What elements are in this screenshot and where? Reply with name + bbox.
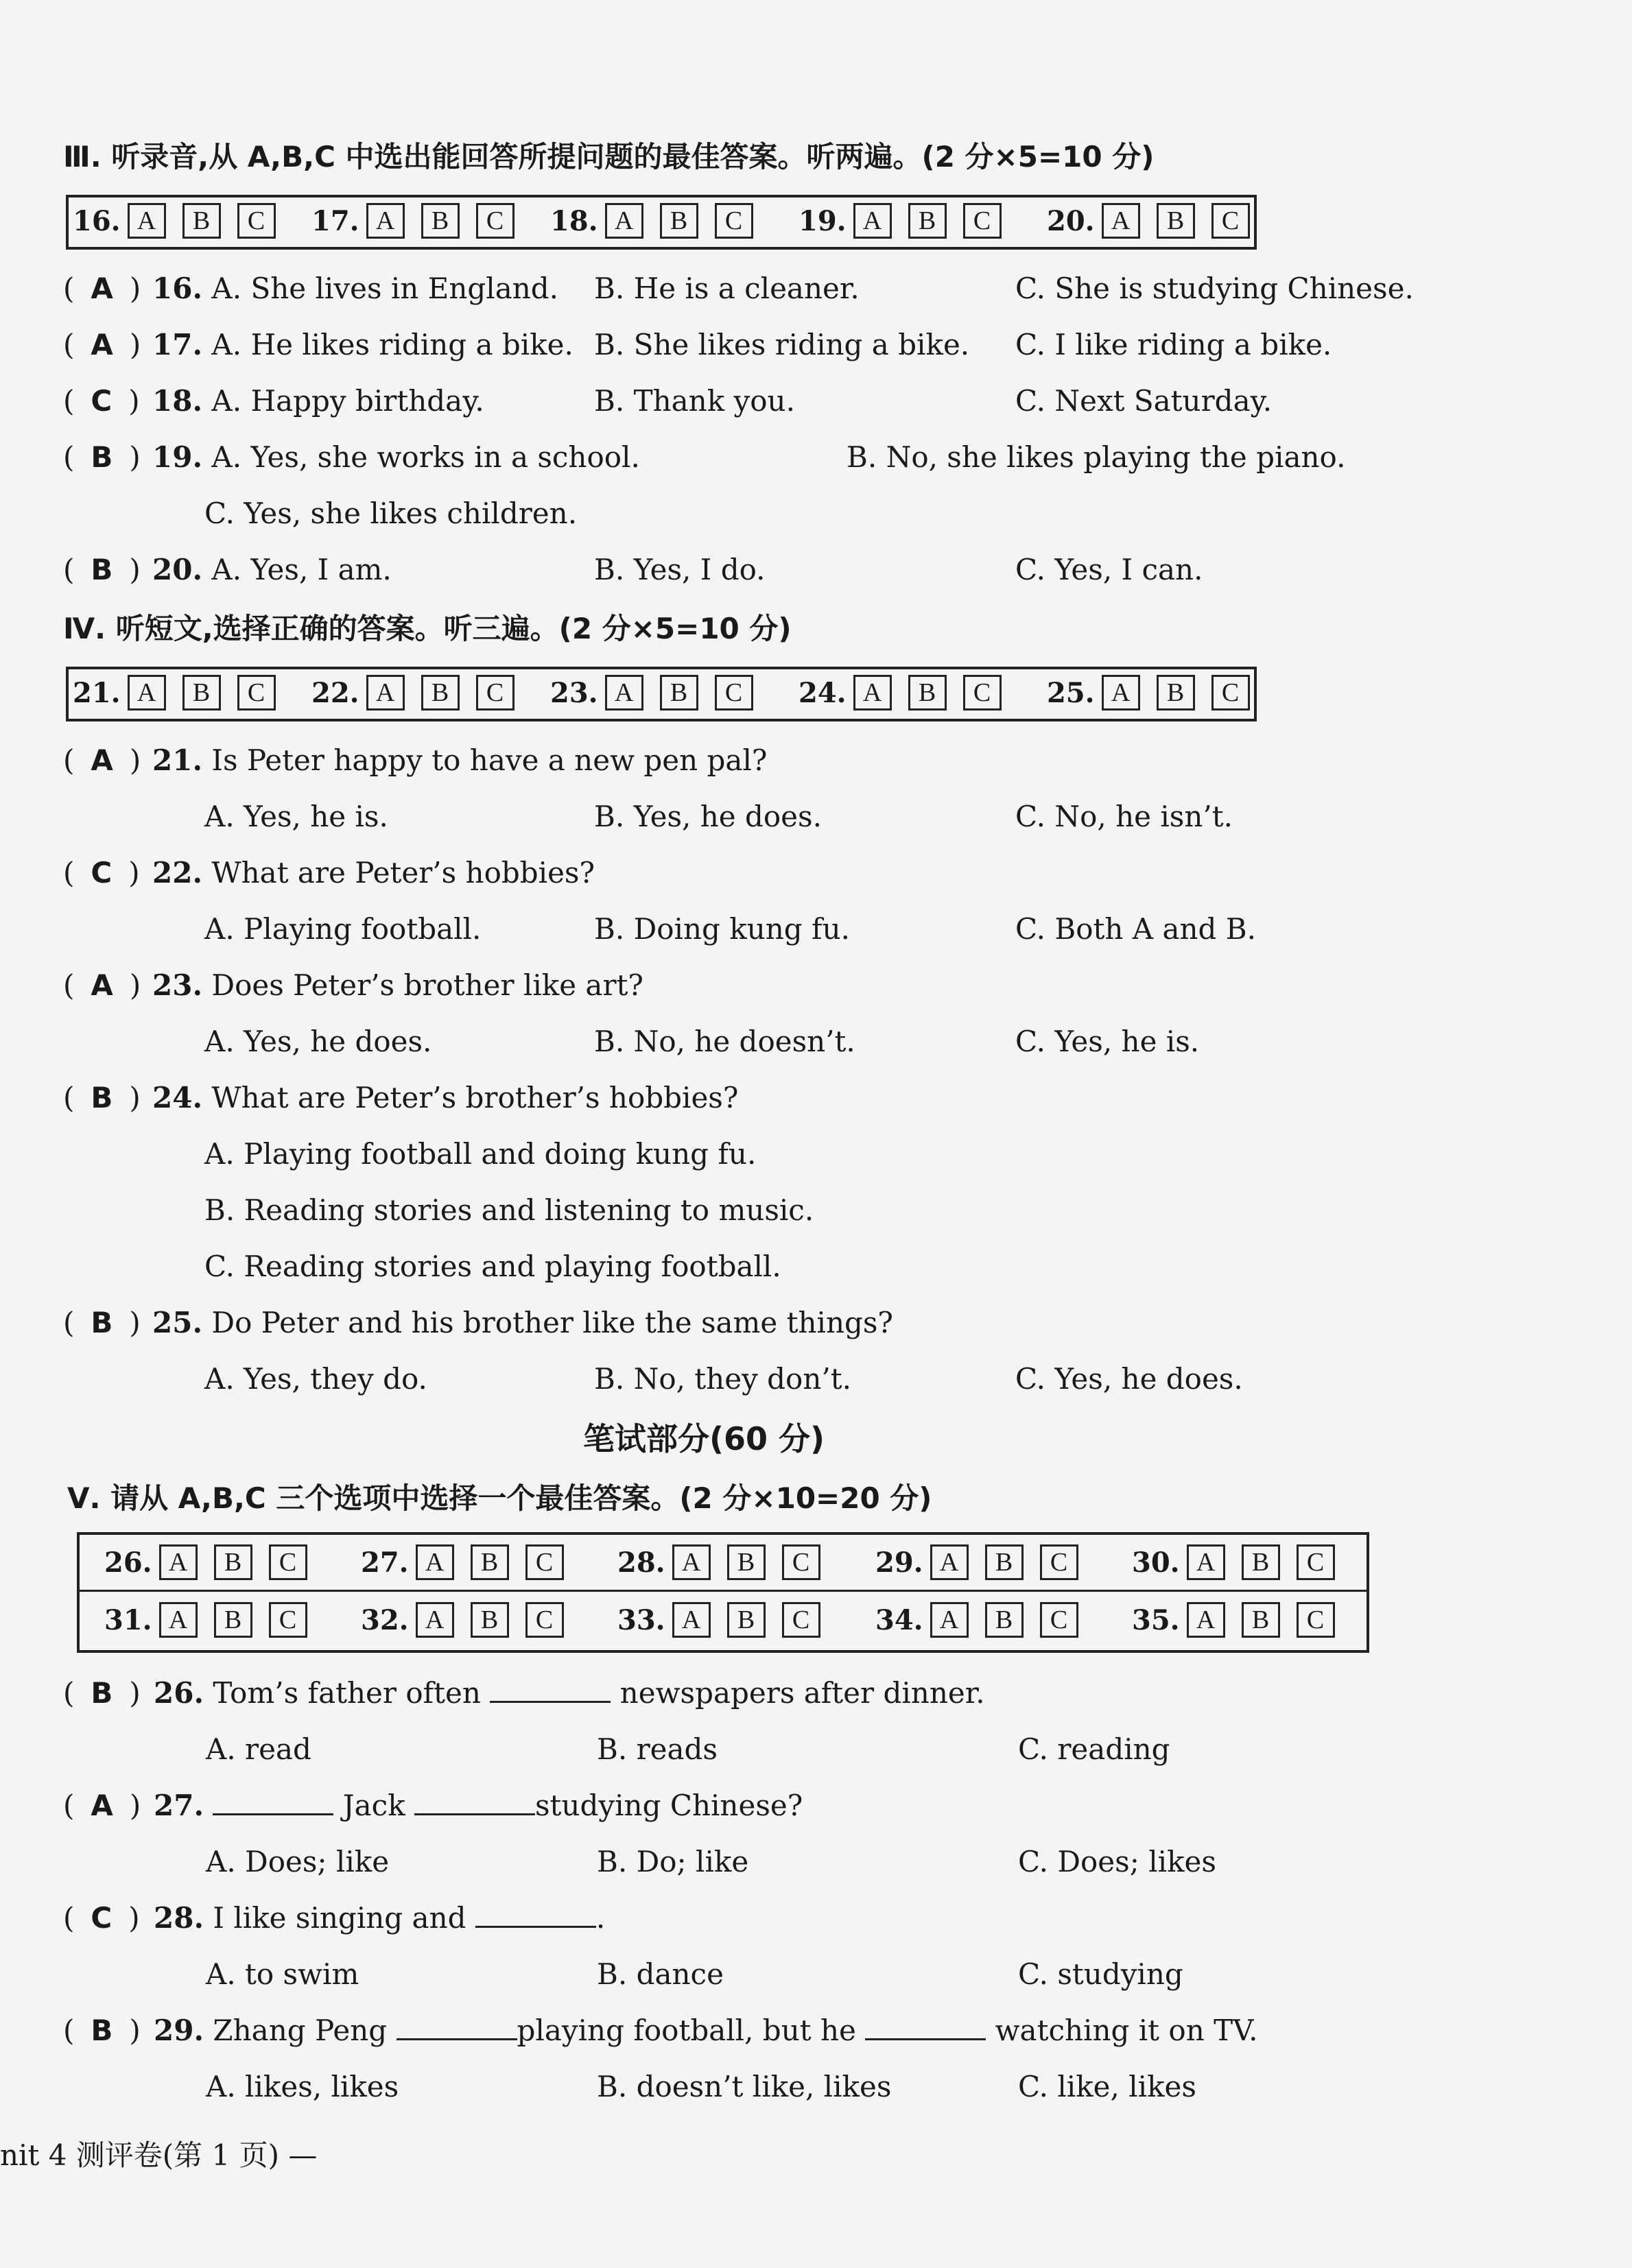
question-option-b: B. Doing kung fu. (594, 912, 850, 946)
filled-answer: A (91, 968, 113, 1002)
question-option-b: B. He is a cleaner. (594, 272, 860, 305)
option-box-a[interactable]: A (416, 1544, 454, 1580)
question-option-a: A. Playing football and doing kung fu. (204, 1137, 757, 1171)
sheet-item-number: 21. (73, 676, 121, 709)
question-option-c: C. like, likes (1018, 2070, 1196, 2103)
option-box-a[interactable]: A (159, 1602, 198, 1638)
option-box-b[interactable]: B (908, 203, 947, 239)
question-text: A. She lives in England. (202, 272, 559, 305)
sheet-item-number: 35. (1132, 1603, 1180, 1636)
question-text: newspapers after dinner. (611, 1676, 985, 1710)
answer-parenthesis (63, 440, 141, 474)
question-option-b: B. No, he doesn’t. (594, 1025, 855, 1058)
option-box-b[interactable]: B (985, 1544, 1024, 1580)
option-box-a[interactable]: A (672, 1544, 711, 1580)
open-paren: ( (63, 328, 75, 361)
close-paren: ) (129, 1676, 141, 1710)
fill-in-blank[interactable] (414, 1790, 535, 1815)
sheet-item (361, 1602, 580, 1638)
sheet-divider (80, 1590, 1367, 1592)
option-box-c[interactable]: C (715, 675, 753, 711)
sheet-item-number: 23. (550, 676, 598, 709)
answer-parenthesis (63, 272, 141, 305)
close-paren: ) (128, 1901, 140, 1935)
answer-parenthesis (63, 1676, 141, 1710)
question-number: 20. (152, 553, 203, 586)
sheet-item (104, 1544, 324, 1580)
question-option-a: A. Playing football. (204, 912, 482, 946)
option-box-c[interactable]: C (237, 203, 276, 239)
sheet-item (799, 203, 1018, 239)
question-option-a: A. read (206, 1732, 311, 1766)
question-number: 17. (152, 328, 203, 361)
filled-answer: A (91, 1789, 113, 1822)
sheet-item (361, 1544, 580, 1580)
question-stem (152, 968, 643, 1002)
section5-heading: Ⅴ. 请从 A,B,C 三个选项中选择一个最佳答案。(2 分×10=20 分) (67, 1481, 932, 1515)
sheet-item-number: 31. (104, 1603, 152, 1636)
sheet-item-number: 29. (875, 1546, 923, 1579)
filled-answer: A (91, 743, 113, 777)
question-stem (152, 856, 595, 890)
option-box-a[interactable]: A (853, 675, 892, 711)
sheet-item (550, 203, 770, 239)
question-option-a: A. likes, likes (206, 2070, 399, 2103)
sheet-item-number: 24. (799, 676, 847, 709)
question-stem (152, 1081, 738, 1114)
open-paren: ( (63, 1306, 75, 1339)
question-number: 24. (152, 1081, 203, 1114)
open-paren: ( (63, 1676, 75, 1710)
question-number: 16. (152, 272, 203, 305)
question-number: 28. (154, 1901, 204, 1935)
open-paren: ( (63, 384, 75, 418)
answer-parenthesis (63, 1081, 141, 1114)
sheet-item-number: 19. (799, 204, 847, 237)
question-option-c: C. Yes, I can. (1015, 553, 1203, 586)
sheet-item (1132, 1602, 1351, 1638)
open-paren: ( (63, 1789, 75, 1822)
open-paren: ( (63, 1081, 75, 1114)
question-option-b: B. Yes, he does. (594, 800, 822, 833)
question-stem (154, 1901, 605, 1935)
sheet-item (1047, 675, 1266, 711)
filled-answer: A (91, 328, 113, 361)
close-paren: ) (129, 2014, 141, 2047)
question-number: 22. (152, 856, 203, 890)
close-paren: ) (129, 1306, 141, 1339)
filled-answer: B (91, 1081, 113, 1114)
option-box-a[interactable]: A (1187, 1602, 1225, 1638)
answer-sheet-section3 (66, 195, 1257, 250)
open-paren: ( (63, 440, 75, 474)
option-box-a[interactable]: A (930, 1544, 969, 1580)
question-option-c: C. Yes, he does. (1015, 1362, 1243, 1396)
filled-answer: C (91, 856, 113, 890)
question-text: watching it on TV. (986, 2014, 1258, 2047)
close-paren: ) (128, 384, 140, 418)
fill-in-blank[interactable] (490, 1678, 611, 1703)
sheet-item-number: 28. (617, 1546, 665, 1579)
question-text: What are Peter’s brother’s hobbies? (202, 1081, 739, 1114)
option-box-a[interactable]: A (416, 1602, 454, 1638)
option-box-a[interactable]: A (128, 675, 166, 711)
option-box-b[interactable]: B (471, 1544, 509, 1580)
sheet-item (104, 1602, 324, 1638)
section4-heading: Ⅳ. 听短文,选择正确的答案。听三遍。(2 分×5=10 分) (63, 612, 792, 645)
option-box-b[interactable]: B (421, 203, 460, 239)
sheet-item-number: 27. (361, 1546, 409, 1579)
question-option-b: B. reads (597, 1732, 718, 1766)
option-box-c[interactable]: C (1211, 675, 1250, 711)
question-option-b: B. Yes, I do. (594, 553, 766, 586)
question-number: 23. (152, 968, 203, 1002)
section3-heading: Ⅲ. 听录音,从 A,B,C 中选出能回答所提问题的最佳答案。听两遍。(2 分×5=10 分) (63, 140, 1155, 174)
question-number: 25. (152, 1306, 203, 1339)
sheet-item (617, 1602, 837, 1638)
question-number: 19. (152, 440, 203, 474)
question-text: playing football, but he (517, 2014, 866, 2047)
option-box-b[interactable]: B (182, 675, 221, 711)
sheet-item-number: 34. (875, 1603, 923, 1636)
open-paren: ( (63, 553, 75, 586)
sheet-item (311, 203, 531, 239)
sheet-item-number: 26. (104, 1546, 152, 1579)
close-paren: ) (129, 743, 141, 777)
question-option-c: C. Both A and B. (1015, 912, 1256, 946)
question-option-c: C. reading (1018, 1732, 1170, 1766)
option-box-a[interactable]: A (1187, 1544, 1225, 1580)
question-option-a: A. Yes, he does. (204, 1025, 432, 1058)
sheet-item (73, 675, 292, 711)
option-box-b[interactable]: B (727, 1544, 766, 1580)
option-box-c[interactable]: C (963, 675, 1002, 711)
question-text: Is Peter happy to have a new pen pal? (202, 743, 768, 777)
sheet-item-number: 18. (550, 204, 598, 237)
question-option-a: A. Does; like (206, 1845, 390, 1878)
close-paren: ) (129, 328, 141, 361)
option-box-a[interactable]: A (159, 1544, 198, 1580)
question-stem (152, 1306, 893, 1339)
option-box-c[interactable]: C (525, 1602, 564, 1638)
question-text: A. Yes, she works in a school. (202, 440, 640, 474)
question-option-c: C. Reading stories and playing football. (204, 1250, 781, 1283)
question-text: A. Happy birthday. (202, 384, 484, 418)
sheet-item (875, 1544, 1095, 1580)
question-text: Jack (333, 1789, 414, 1822)
open-paren: ( (63, 856, 75, 890)
question-number: 27. (154, 1789, 204, 1822)
question-option-b: B. dance (597, 1957, 724, 1991)
option-box-a[interactable]: A (853, 203, 892, 239)
page-footer: nit 4 测评卷(第 1 页) — (0, 2138, 318, 2172)
answer-parenthesis (63, 384, 140, 418)
answer-parenthesis (63, 743, 141, 777)
question-option-a (152, 272, 558, 305)
option-box-c[interactable]: C (269, 1602, 307, 1638)
question-text: studying Chinese? (535, 1789, 803, 1822)
answer-parenthesis (63, 1306, 141, 1339)
answer-sheet-section5 (77, 1532, 1369, 1653)
question-option-a: A. Yes, he is. (204, 800, 388, 833)
question-option-a: A. to swim (206, 1957, 359, 1991)
question-stem (154, 1789, 803, 1822)
option-box-b[interactable]: B (1242, 1544, 1280, 1580)
sheet-item (875, 1602, 1095, 1638)
question-option-a (152, 384, 484, 418)
option-box-c[interactable]: C (525, 1544, 564, 1580)
question-text: Tom’s father often (204, 1676, 490, 1710)
answer-parenthesis (63, 328, 141, 361)
option-box-b[interactable]: B (471, 1602, 509, 1638)
open-paren: ( (63, 968, 75, 1002)
close-paren: ) (129, 440, 141, 474)
question-option-c: C. Next Saturday. (1015, 384, 1273, 418)
written-section-title: 笔试部分(60 分) (583, 1420, 825, 1457)
sheet-item (1047, 203, 1266, 239)
filled-answer: C (91, 1901, 113, 1935)
sheet-item-number: 32. (361, 1603, 409, 1636)
question-option-c: C. Does; likes (1018, 1845, 1216, 1878)
close-paren: ) (129, 1081, 141, 1114)
option-box-b[interactable]: B (214, 1544, 252, 1580)
question-option-c: C. She is studying Chinese. (1015, 272, 1414, 305)
question-option-b: B. doesn’t like, likes (597, 2070, 892, 2103)
sheet-item-number: 17. (311, 204, 359, 237)
option-box-c[interactable]: C (476, 203, 515, 239)
option-box-c[interactable]: C (1297, 1544, 1335, 1580)
close-paren: ) (129, 1789, 141, 1822)
sheet-item-number: 22. (311, 676, 359, 709)
fill-in-blank[interactable] (213, 1790, 333, 1815)
open-paren: ( (63, 272, 75, 305)
close-paren: ) (129, 272, 141, 305)
answer-sheet-section4 (66, 667, 1257, 721)
filled-answer: B (91, 553, 113, 586)
option-box-b[interactable]: B (985, 1602, 1024, 1638)
close-paren: ) (129, 968, 141, 1002)
option-box-a[interactable]: A (605, 675, 643, 711)
option-box-c[interactable]: C (1297, 1602, 1335, 1638)
question-number: 18. (152, 384, 203, 418)
filled-answer: B (91, 2014, 113, 2047)
sheet-item-number: 33. (617, 1603, 665, 1636)
option-box-c[interactable]: C (1040, 1602, 1078, 1638)
option-box-a[interactable]: A (930, 1602, 969, 1638)
option-box-c[interactable]: C (237, 675, 276, 711)
question-option-c: C. Yes, she likes children. (204, 497, 578, 530)
question-option-c: C. studying (1018, 1957, 1183, 1991)
option-box-c[interactable]: C (476, 675, 515, 711)
question-text: . (595, 1901, 606, 1935)
question-text: What are Peter’s hobbies? (202, 856, 595, 890)
question-option-b: B. Do; like (597, 1845, 749, 1878)
fill-in-blank[interactable] (397, 2015, 517, 2040)
sheet-item (550, 675, 770, 711)
question-option-b: B. Thank you. (594, 384, 795, 418)
question-stem (154, 1676, 985, 1710)
option-box-c[interactable]: C (963, 203, 1002, 239)
question-text: Do Peter and his brother like the same things? (202, 1306, 893, 1339)
option-box-b[interactable]: B (421, 675, 460, 711)
question-option-b: B. Reading stories and listening to music. (204, 1193, 814, 1227)
question-text: A. Yes, I am. (202, 553, 392, 586)
option-box-a[interactable]: A (128, 203, 166, 239)
option-box-a[interactable]: A (366, 203, 405, 239)
option-box-a[interactable]: A (672, 1602, 711, 1638)
question-number: 29. (154, 2014, 204, 2047)
question-option-a: A. Yes, they do. (204, 1362, 427, 1396)
option-box-c[interactable]: C (1040, 1544, 1078, 1580)
option-box-b[interactable]: B (908, 675, 947, 711)
open-paren: ( (63, 743, 75, 777)
question-stem (154, 2014, 1257, 2047)
option-box-c[interactable]: C (782, 1602, 820, 1638)
sheet-item (311, 675, 531, 711)
question-option-a (152, 328, 573, 361)
option-box-b[interactable]: B (1157, 203, 1195, 239)
filled-answer: C (91, 384, 113, 418)
question-stem (152, 743, 767, 777)
sheet-item (73, 203, 292, 239)
filled-answer: B (91, 1306, 113, 1339)
filled-answer: A (91, 272, 113, 305)
option-box-c[interactable]: C (1211, 203, 1250, 239)
sheet-item-number: 16. (73, 204, 121, 237)
answer-parenthesis (63, 968, 141, 1002)
sheet-item (799, 675, 1018, 711)
question-option-c: C. No, he isn’t. (1015, 800, 1233, 833)
answer-parenthesis (63, 856, 140, 890)
option-box-a[interactable]: A (605, 203, 643, 239)
answer-parenthesis (63, 2014, 141, 2047)
option-box-c[interactable]: C (269, 1544, 307, 1580)
option-box-a[interactable]: A (366, 675, 405, 711)
fill-in-blank[interactable] (865, 2015, 986, 2040)
question-text: I like singing and (204, 1901, 475, 1935)
option-box-b[interactable]: B (1157, 675, 1195, 711)
sheet-item (1132, 1544, 1351, 1580)
question-option-c: C. Yes, he is. (1015, 1025, 1200, 1058)
sheet-item-number: 30. (1132, 1546, 1180, 1579)
option-box-a[interactable]: A (1102, 203, 1140, 239)
question-text (204, 1789, 213, 1822)
sheet-item-number: 25. (1047, 676, 1095, 709)
option-box-b[interactable]: B (660, 203, 698, 239)
open-paren: ( (63, 1901, 75, 1935)
option-box-c[interactable]: C (715, 203, 753, 239)
question-option-a (152, 440, 640, 474)
question-text: A. He likes riding a bike. (202, 328, 573, 361)
question-option-b: B. No, she likes playing the piano. (847, 440, 1346, 474)
filled-answer: B (91, 440, 113, 474)
option-box-b[interactable]: B (727, 1602, 766, 1638)
fill-in-blank[interactable] (475, 1902, 596, 1928)
sheet-item-number: 20. (1047, 204, 1095, 237)
option-box-b[interactable]: B (1242, 1602, 1280, 1638)
open-paren: ( (63, 2014, 75, 2047)
question-text: Zhang Peng (204, 2014, 397, 2047)
question-text: Does Peter’s brother like art? (202, 968, 643, 1002)
answer-parenthesis (63, 1901, 140, 1935)
question-option-c: C. I like riding a bike. (1015, 328, 1332, 361)
sheet-item (617, 1544, 837, 1580)
close-paren: ) (129, 553, 141, 586)
option-box-c[interactable]: C (782, 1544, 820, 1580)
close-paren: ) (128, 856, 140, 890)
question-number: 26. (154, 1676, 204, 1710)
filled-answer: B (91, 1676, 113, 1710)
answer-parenthesis (63, 553, 141, 586)
option-box-b[interactable]: B (660, 675, 698, 711)
question-option-b: B. She likes riding a bike. (594, 328, 970, 361)
option-box-a[interactable]: A (1102, 675, 1140, 711)
question-option-b: B. No, they don’t. (594, 1362, 851, 1396)
question-option-a (152, 553, 392, 586)
option-box-b[interactable]: B (214, 1602, 252, 1638)
answer-parenthesis (63, 1789, 141, 1822)
question-number: 21. (152, 743, 203, 777)
option-box-b[interactable]: B (182, 203, 221, 239)
